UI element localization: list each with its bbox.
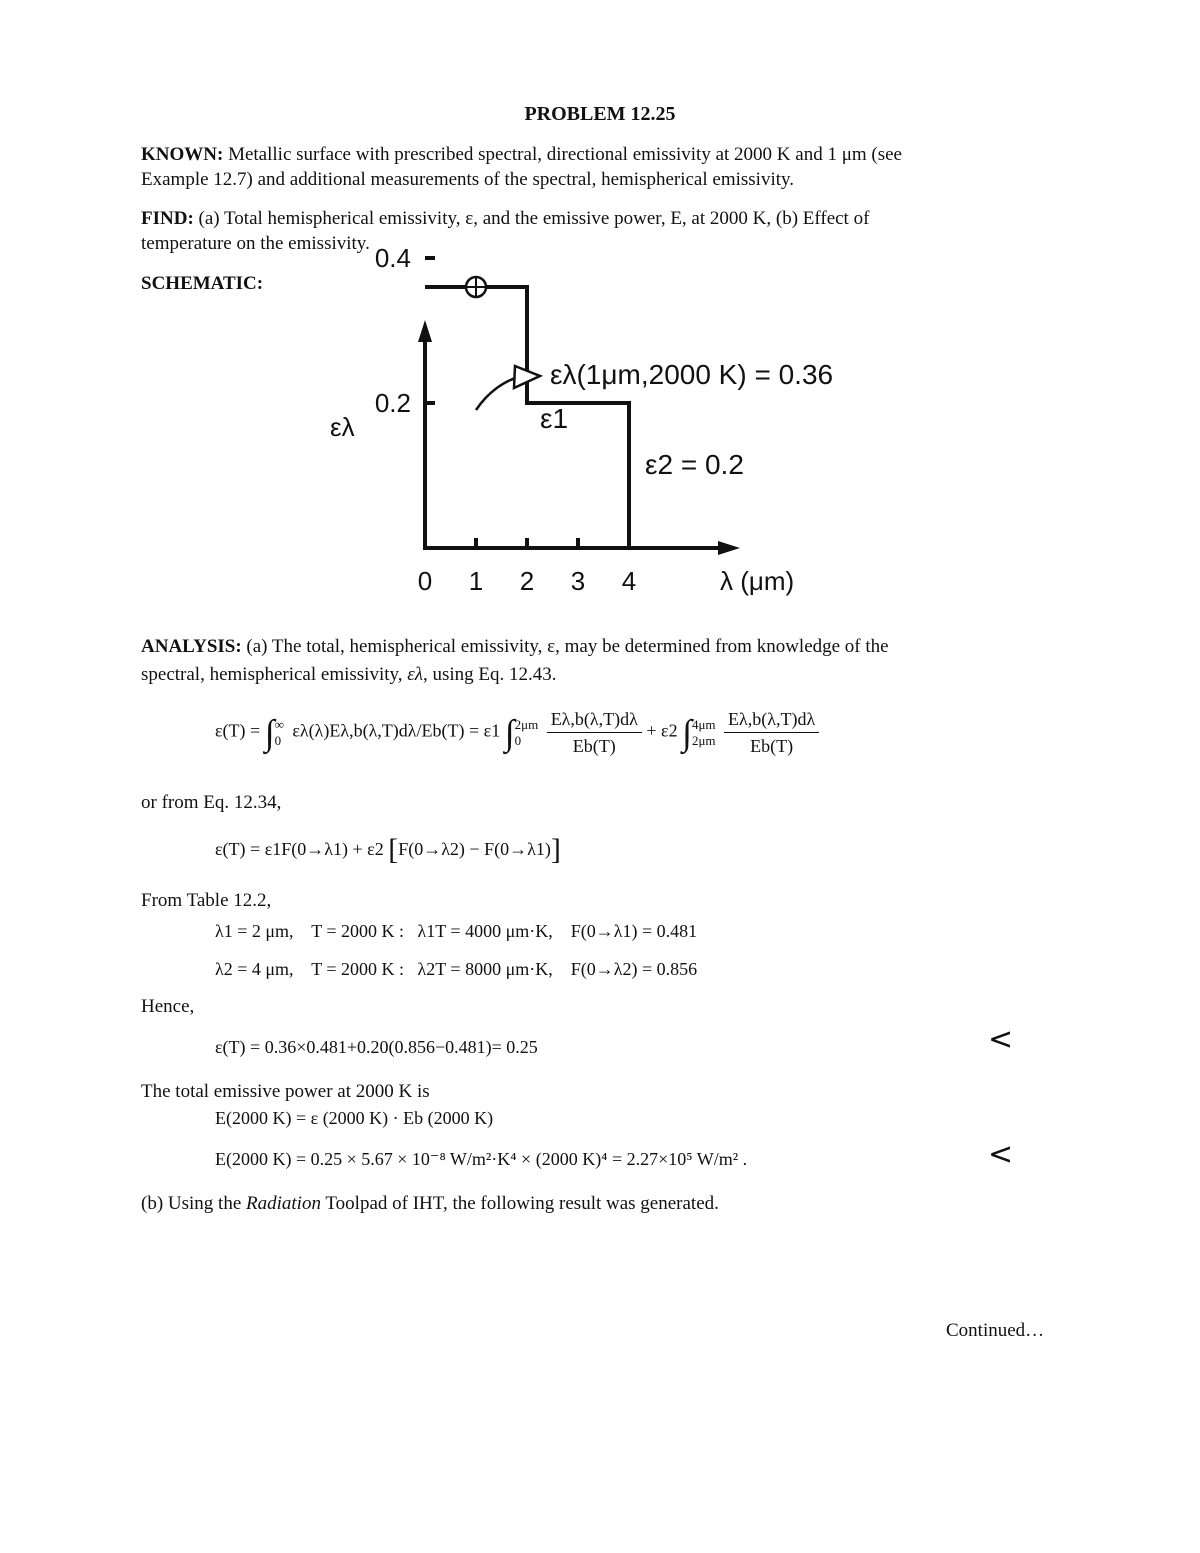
- y-tick-label: 0.2: [374, 388, 411, 418]
- analysis-label: ANALYSIS:: [141, 636, 242, 657]
- x-axis-arrowhead: [718, 541, 740, 555]
- open-bracket: [: [388, 833, 399, 866]
- int3-lower: 2μm: [691, 732, 716, 748]
- x-tick-label: 2: [519, 566, 535, 596]
- x-tick-label: 3: [570, 566, 586, 596]
- schematic-label: SCHEMATIC:: [141, 273, 264, 294]
- frac1-num: Eλ,b(λ,T)dλ: [547, 708, 642, 733]
- find-line1: (a) Total hemispherical emissivity, ε, and the emissive power, E, at 2000 K, (b) Effect of: [198, 208, 870, 229]
- eq1-lhs: ε(T) =: [215, 720, 261, 741]
- fraction-2: [724, 708, 819, 757]
- find-line2: temperature on the emissivity.: [141, 233, 370, 254]
- int2-lower: 0: [514, 732, 522, 748]
- analysis-line2-post: , using Eq. 12.43.: [423, 664, 557, 685]
- find-label: FIND:: [141, 208, 194, 229]
- power-result: E(2000 K) = 0.25 × 5.67 × 10⁻⁸ W/m²·K⁴ × (2000 K)⁴ = 2.27×10⁵ W/m² .: [215, 1149, 748, 1169]
- emissivity-step-line: [425, 287, 629, 548]
- x-tick-label: 0: [417, 566, 433, 596]
- y-tick-label: 0.4: [374, 243, 411, 273]
- frac1-den: Eb(T): [572, 736, 616, 756]
- eps2-annotation: ε2 = 0.2: [645, 449, 744, 480]
- int2-upper: 2μm: [514, 716, 539, 732]
- power-intro: The total emissive power at 2000 K is: [141, 1081, 430, 1102]
- part-b-pre: (b) Using the: [141, 1193, 242, 1214]
- or-line: or from Eq. 12.34,: [141, 792, 282, 813]
- int1-lower: 0: [274, 732, 282, 748]
- hence-line: Hence,: [141, 996, 195, 1017]
- analysis-section: [141, 634, 889, 659]
- emissivity-result: ε(T) = 0.36×0.481+0.20(0.856−0.481)= 0.25: [215, 1037, 538, 1057]
- x-tick-label: 1: [468, 566, 484, 596]
- table-line: From Table 12.2,: [141, 890, 272, 911]
- eq2-main: ε(T) = ε1F(0→λ1) + ε2: [215, 839, 384, 859]
- integral-sign-2: ∫: [504, 712, 515, 753]
- find-section: [141, 206, 869, 231]
- emissivity-chart: [300, 243, 920, 610]
- integral-limits-1: [275, 717, 284, 749]
- close-bracket: ]: [550, 833, 561, 866]
- table-row-2: λ2 = 4 μm, T = 2000 K : λ2T = 8000 μm·K, F(0→λ2) = 0.856: [215, 959, 698, 979]
- integral-sign-1: ∫: [264, 712, 275, 753]
- point-annotation: ελ(1μm,2000 K) = 0.36: [550, 359, 834, 390]
- analysis-line1: (a) The total, hemispherical emissivity, ε, may be determined from knowledge of the: [246, 636, 889, 657]
- answer-mark-1: <: [988, 1022, 1014, 1057]
- integral-sign-3: ∫: [682, 712, 692, 753]
- analysis-line2: [141, 662, 557, 687]
- answer-mark-2: <: [988, 1137, 1014, 1172]
- eq2-bracket-content: F(0→λ2) − F(0→λ1): [398, 839, 551, 859]
- continued-footer: Continued…: [946, 1320, 1045, 1341]
- equation-12-43: [215, 708, 819, 757]
- eq1-plus: + ε2: [646, 720, 678, 741]
- frac2-num: Eλ,b(λ,T)dλ: [724, 708, 819, 733]
- equation-12-34: [215, 833, 561, 866]
- eps-lambda-symbol: ελ: [407, 664, 423, 685]
- known-label: KNOWN:: [141, 144, 224, 165]
- part-b-italic: Radiation: [246, 1193, 321, 1214]
- fraction-1: [547, 708, 642, 757]
- frac2-den: Eb(T): [750, 736, 794, 756]
- y-axis-arrowhead: [418, 320, 432, 342]
- int1-body: ελ(λ)Eλ,b(λ,T)dλ/Eb(T) = ε1: [292, 720, 501, 741]
- int1-upper: ∞: [274, 716, 284, 732]
- page-title: PROBLEM 12.25: [524, 103, 676, 125]
- part-b-line: [141, 1191, 719, 1216]
- part-b-post: Toolpad of IHT, the following result was generated.: [325, 1193, 719, 1214]
- analysis-line2-pre: spectral, hemispherical emissivity,: [141, 664, 403, 685]
- integral-limits-3: [692, 717, 716, 749]
- known-line2: Example 12.7) and additional measurements of the spectral, hemispherical emissivity.: [141, 169, 795, 190]
- eps1-annotation: ε1: [540, 403, 569, 434]
- x-tick-label: 4: [621, 566, 637, 596]
- power-equation: E(2000 K) = ε (2000 K) · Eb (2000 K): [215, 1108, 494, 1128]
- x-axis-label: λ (μm): [720, 566, 795, 596]
- table-row-1: λ1 = 2 μm, T = 2000 K : λ1T = 4000 μm·K, F(0→λ1) = 0.481: [215, 921, 698, 941]
- integral-limits-2: [515, 717, 539, 749]
- int3-upper: 4μm: [691, 716, 716, 732]
- known-section: [141, 142, 902, 167]
- y-axis-label: ελ: [330, 412, 355, 442]
- known-line1: Metallic surface with prescribed spectral, directional emissivity at 2000 K and 1 μm (see: [228, 144, 902, 165]
